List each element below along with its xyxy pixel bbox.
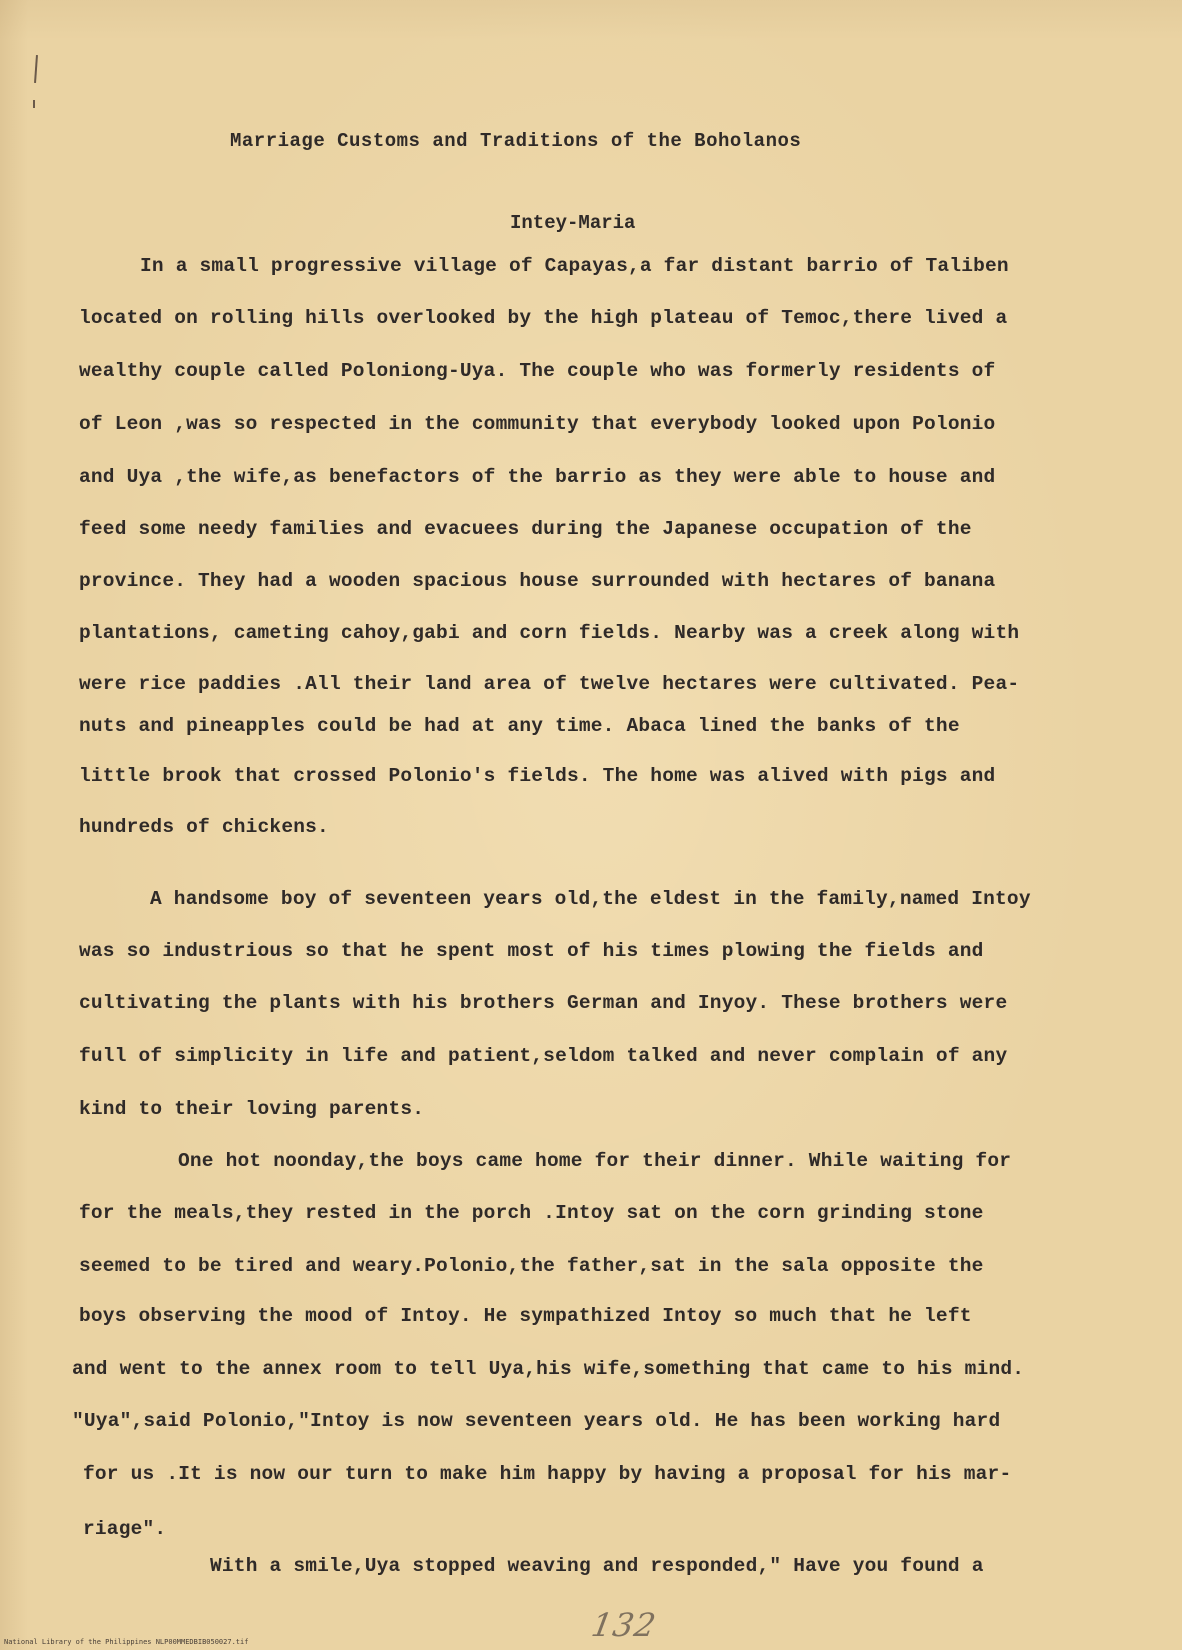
page-number: 132 [588, 1606, 660, 1644]
text-line: province. They had a wooden spacious house surrounded with hectares of banana [79, 570, 996, 592]
text-line: full of simplicity in life and patient,seldom talked and never complain of any [79, 1045, 1008, 1067]
text-line: "Uya",said Polonio,"Intoy is now seventeen years old. He has been working hard [72, 1410, 1001, 1432]
text-line: wealthy couple called Poloniong-Uya. The couple who was formerly residents of [79, 360, 996, 382]
margin-mark [34, 55, 38, 83]
text-line: With a smile,Uya stopped weaving and responded," Have you found a [210, 1555, 984, 1577]
text-line: for the meals,they rested in the porch .Intoy sat on the corn grinding stone [79, 1202, 984, 1224]
text-line: little brook that crossed Polonio's fields. The home was alived with pigs and [79, 765, 996, 787]
text-line: located on rolling hills overlooked by the high plateau of Temoc,there lived a [79, 307, 1008, 329]
text-line: for us .It is now our turn to make him happy by having a proposal for his mar- [83, 1463, 1012, 1485]
text-line: One hot noonday,the boys came home for their dinner. While waiting for [178, 1150, 1012, 1172]
text-line: was so industrious so that he spent most of his times plowing the fields and [79, 940, 984, 962]
text-line: cultivating the plants with his brothers German and Inyoy. These brothers were [79, 992, 1008, 1014]
text-line: nuts and pineapples could be had at any time. Abaca lined the banks of the [79, 715, 960, 737]
document-author: Intey-Maria [510, 212, 636, 234]
text-line: and Uya ,the wife,as benefactors of the barrio as they were able to house and [79, 466, 996, 488]
text-line: kind to their loving parents. [79, 1098, 425, 1120]
text-line: feed some needy families and evacuees during the Japanese occupation of the [79, 518, 972, 540]
text-line: and went to the annex room to tell Uya,his wife,something that came to his mind. [72, 1358, 1025, 1380]
archive-footer: National Library of the Philippines NLP00MMEDBIB050027.tif [4, 1638, 249, 1646]
text-line: In a small progressive village of Capayas,a far distant barrio of Taliben [140, 255, 1009, 277]
text-line: hundreds of chickens. [79, 816, 329, 838]
document-title: Marriage Customs and Traditions of the Boholanos [230, 130, 802, 152]
margin-mark-dot [33, 100, 35, 108]
text-line: plantations, cameting cahoy,gabi and corn fields. Nearby was a creek along with [79, 622, 1020, 644]
text-line: of Leon ,was so respected in the community that everybody looked upon Polonio [79, 413, 996, 435]
text-line: seemed to be tired and weary.Polonio,the father,sat in the sala opposite the [79, 1255, 984, 1277]
text-line: riage". [83, 1518, 167, 1540]
text-line: A handsome boy of seventeen years old,the eldest in the family,named Intoy [150, 888, 1031, 910]
text-line: were rice paddies .All their land area of twelve hectares were cultivated. Pea- [79, 673, 1020, 695]
text-line: boys observing the mood of Intoy. He sympathized Intoy so much that he left [79, 1305, 972, 1327]
